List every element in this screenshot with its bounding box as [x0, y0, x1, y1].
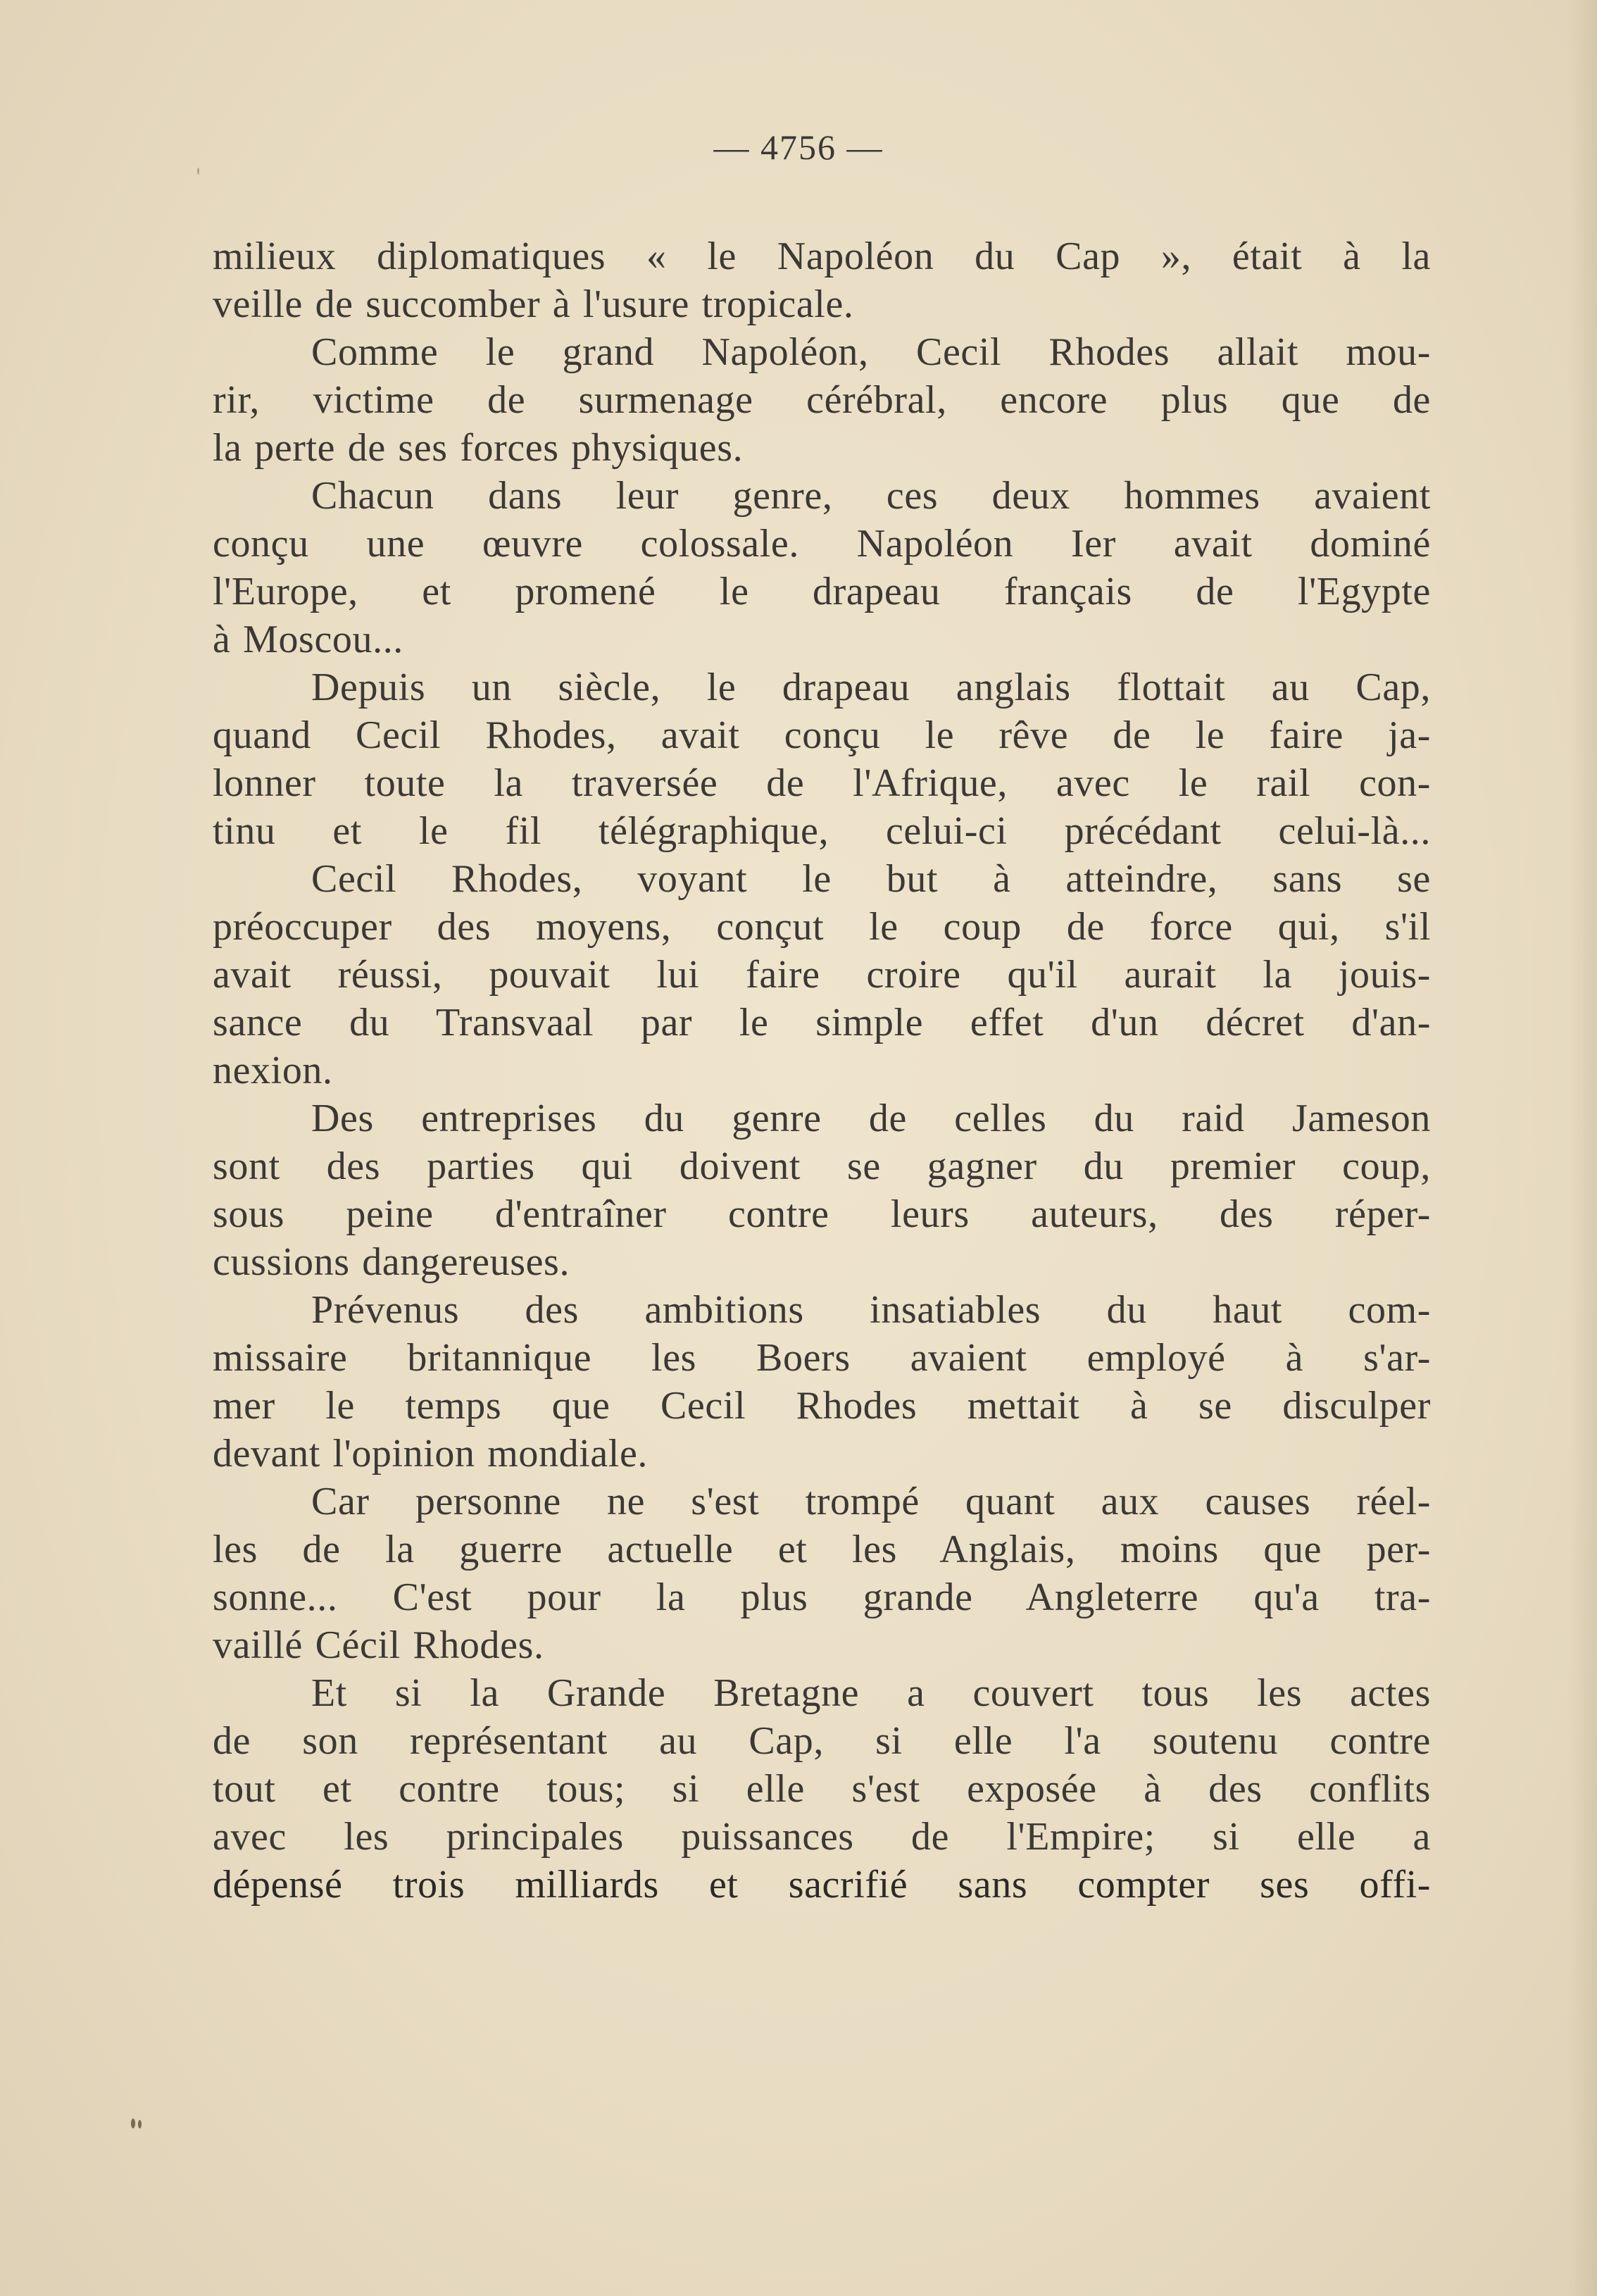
text-line: avec les principales puissances de l'Empire; si elle a: [213, 1815, 1431, 1859]
text-line: milieux diplomatiques « le Napoléon du Cap », était à la: [213, 235, 1431, 278]
text-line: de son représentant au Cap, si elle l'a soutenu contre: [213, 1719, 1431, 1763]
text-line: mer le temps que Cecil Rhodes mettait à se disculper: [213, 1384, 1431, 1428]
paper-speck: [138, 2120, 142, 2128]
text-line: tout et contre tous; si elle s'est exposée à des conflits: [213, 1767, 1431, 1811]
text-line: rir, victime de surmenage cérébral, encore plus que de: [213, 378, 1431, 422]
text-line: vaillé Cécil Rhodes.: [213, 1623, 544, 1667]
page-number: — 4756 —: [713, 127, 884, 167]
text-line: sance du Transvaal par le simple effet d'un décret d'an-: [213, 1001, 1431, 1044]
text-line: Car personne ne s'est trompé quant aux causes réel-: [311, 1480, 1431, 1523]
text-line: missaire britannique les Boers avaient employé à s'ar-: [213, 1336, 1431, 1380]
text-line: nexion.: [213, 1049, 333, 1092]
paper-speck: [197, 168, 199, 175]
page-edge-shadow: [1569, 0, 1597, 2296]
text-line: Des entreprises du genre de celles du raid Jameson: [311, 1097, 1431, 1140]
text-line: sonne... C'est pour la plus grande Angleterre qu'a tra-: [213, 1576, 1431, 1619]
text-line: cussions dangereuses.: [213, 1240, 570, 1284]
text-line: les de la guerre actuelle et les Anglais, moins que per-: [213, 1528, 1431, 1571]
text-line: l'Europe, et promené le drapeau français de l'Egypte: [213, 570, 1431, 613]
text-line: sous peine d'entraîner contre leurs auteurs, des réper-: [213, 1192, 1431, 1236]
text-line: Cecil Rhodes, voyant le but à atteindre, sans se: [311, 857, 1431, 901]
body-text: [213, 232, 1431, 1909]
text-line: avait réussi, pouvait lui faire croire qu'il aurait la jouis-: [213, 953, 1431, 997]
text-line: devant l'opinion mondiale.: [213, 1432, 649, 1475]
text-line: lonner toute la traversée de l'Afrique, avec le rail con-: [213, 761, 1431, 805]
text-line: veille de succomber à l'usure tropicale.: [213, 282, 854, 326]
text-line: tinu et le fil télégraphique, celui-ci précédant celui-là...: [213, 809, 1431, 853]
text-line: dépensé trois milliards et sacrifié sans compter ses offi-: [213, 1863, 1431, 1907]
text-line: quand Cecil Rhodes, avait conçu le rêve de le faire ja-: [213, 713, 1431, 757]
text-line: Chacun dans leur genre, ces deux hommes avaient: [311, 474, 1431, 518]
text-line: la perte de ses forces physiques.: [213, 426, 744, 470]
text-line: Depuis un siècle, le drapeau anglais flottait au Cap,: [311, 666, 1431, 709]
text-line: Comme le grand Napoléon, Cecil Rhodes allait mou-: [311, 330, 1431, 374]
text-line: préoccuper des moyens, conçut le coup de force qui, s'il: [213, 905, 1431, 949]
text-line: conçu une œuvre colossale. Napoléon Ier avait dominé: [213, 522, 1431, 566]
text-line: à Moscou...: [213, 618, 403, 661]
text-line: Et si la Grande Bretagne a couvert tous les actes: [311, 1671, 1431, 1715]
text-line: sont des parties qui doivent se gagner du premier coup,: [213, 1144, 1431, 1188]
text-line: Prévenus des ambitions insatiables du haut com-: [311, 1288, 1431, 1332]
paper-speck: [131, 2119, 135, 2128]
